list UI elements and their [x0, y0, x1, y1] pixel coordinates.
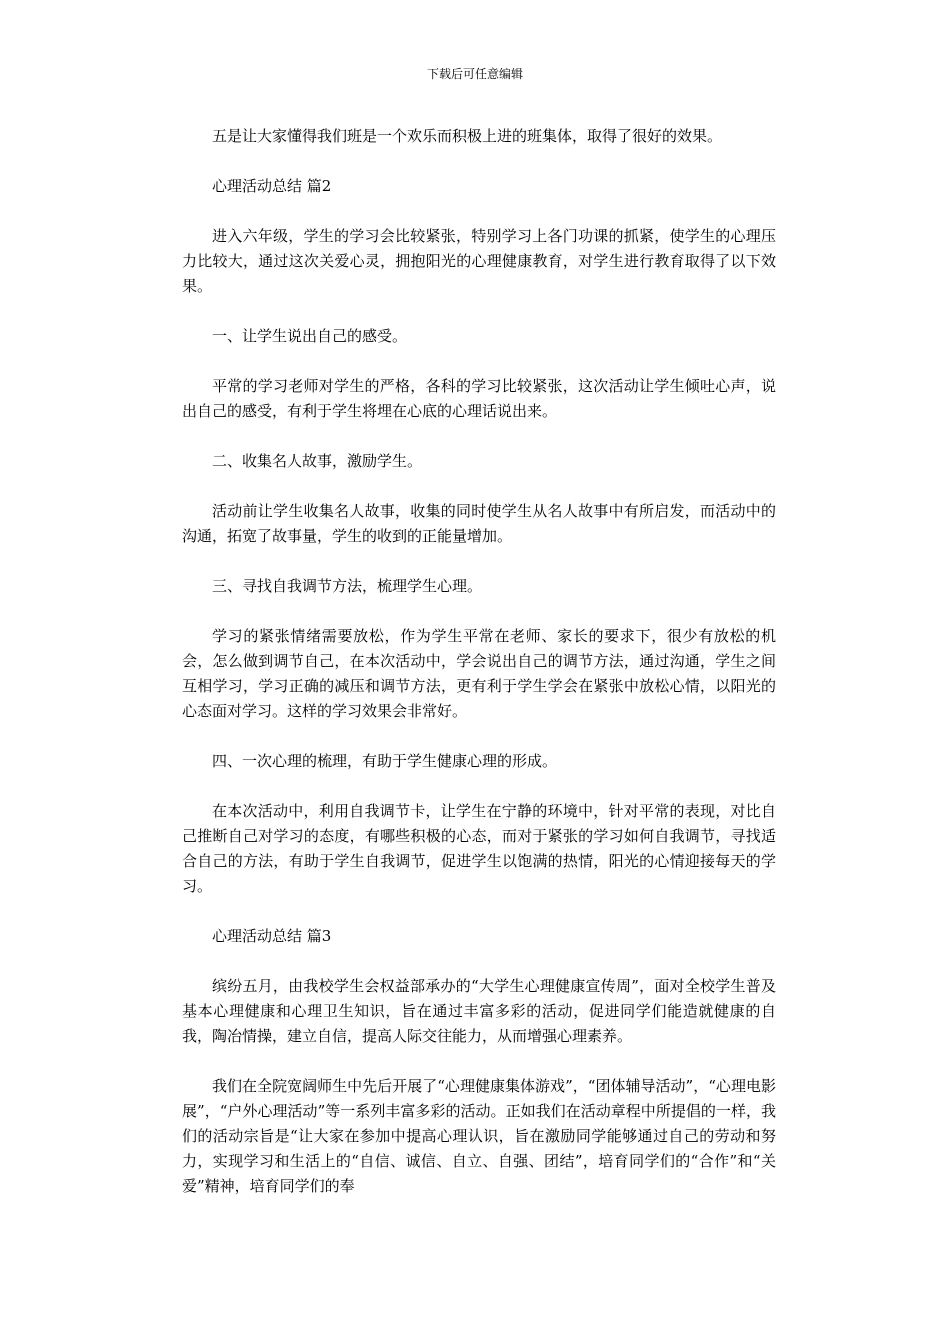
paragraph-point-three: 学习的紧张情绪需要放松，作为学生平常在老师、家长的要求下，很少有放松的机会，怎么做到调节自己，在本次活动中，学会说出自己的调节方法，通过沟通，学生之间互相学习，学习正确的减压和调节方法，更有利于学生学会在紧张中放松心情，以阳光的心态面对学习。这样的学习效果会非常好。 [182, 627, 776, 720]
paragraph-activities-part3: 我们在全院宽阔师生中先后开展了“心理健康集体游戏”，“团体辅导活动”，“心理电影展”，“户外心理活动”等一系列丰富多彩的活动。正如我们在活动章程中所提倡的一样，我们的活动宗旨是“让大家在参加中提高心理认识，旨在激励同学能够通过自己的劳动和努力，实现学习和生活上的“自信、诚信、自立、自强、团结”，培育同学们的“合作”和“关爱”精神，培育同学们的奉 [182, 1077, 776, 1195]
heading-point-two: 二、收集名人故事，激励学生。 [212, 452, 423, 470]
paragraph-point-two: 活动前让学生收集名人故事，收集的同时使学生从名人故事中有所启发，而活动中的沟通，拓宽了故事量，学生的收到的正能量增加。 [182, 502, 776, 545]
heading-point-four: 四、一次心理的梳理，有助于学生健康心理的形成。 [212, 752, 558, 770]
paragraph-point-one: 平常的学习老师对学生的严格，各科的学习比较紧张，这次活动让学生倾吐心声，说出自己的感受，有利于学生将埋在心底的心理话说出来。 [182, 377, 776, 420]
paragraph-conclusion-five: 五是让大家懂得我们班是一个欢乐而积极上进的班集体，取得了很好的效果。 [212, 127, 723, 145]
page-header-note: 下载后可任意编辑 [426, 67, 523, 81]
paragraph-point-four: 在本次活动中，利用自我调节卡，让学生在宁静的环境中，针对平常的表现，对比自己推断自己对学习的态度，有哪些积极的心态，而对于紧张的学习如何自我调节，寻找适合自己的方法，有助于学生自我调节，促进学生以饱满的热情，阳光的心情迎接每天的学习。 [182, 802, 776, 895]
paragraph-intro-part3: 缤纷五月，由我校学生会权益部承办的“大学生心理健康宣传周”，面对全校学生普及基本心理健康和心理卫生知识，旨在通过丰富多彩的活动，促进同学们能造就健康的自我，陶冶情操，建立自信，提高人际交往能力，从而增强心理素养。 [182, 977, 776, 1045]
paragraph-intro-part2: 进入六年级，学生的学习会比较紧张，特别学习上各门功课的抓紧，使学生的心理压力比较大，通过这次关爱心灵，拥抱阳光的心理健康教育，对学生进行教育取得了以下效果。 [182, 227, 776, 295]
document-body [182, 124, 776, 1224]
section-title-part3: 心理活动总结 篇3 [212, 927, 332, 945]
heading-point-three: 三、寻找自我调节方法，梳理学生心理。 [212, 577, 483, 595]
section-title-part2: 心理活动总结 篇2 [212, 177, 332, 195]
heading-point-one: 一、让学生说出自己的感受。 [212, 327, 408, 345]
